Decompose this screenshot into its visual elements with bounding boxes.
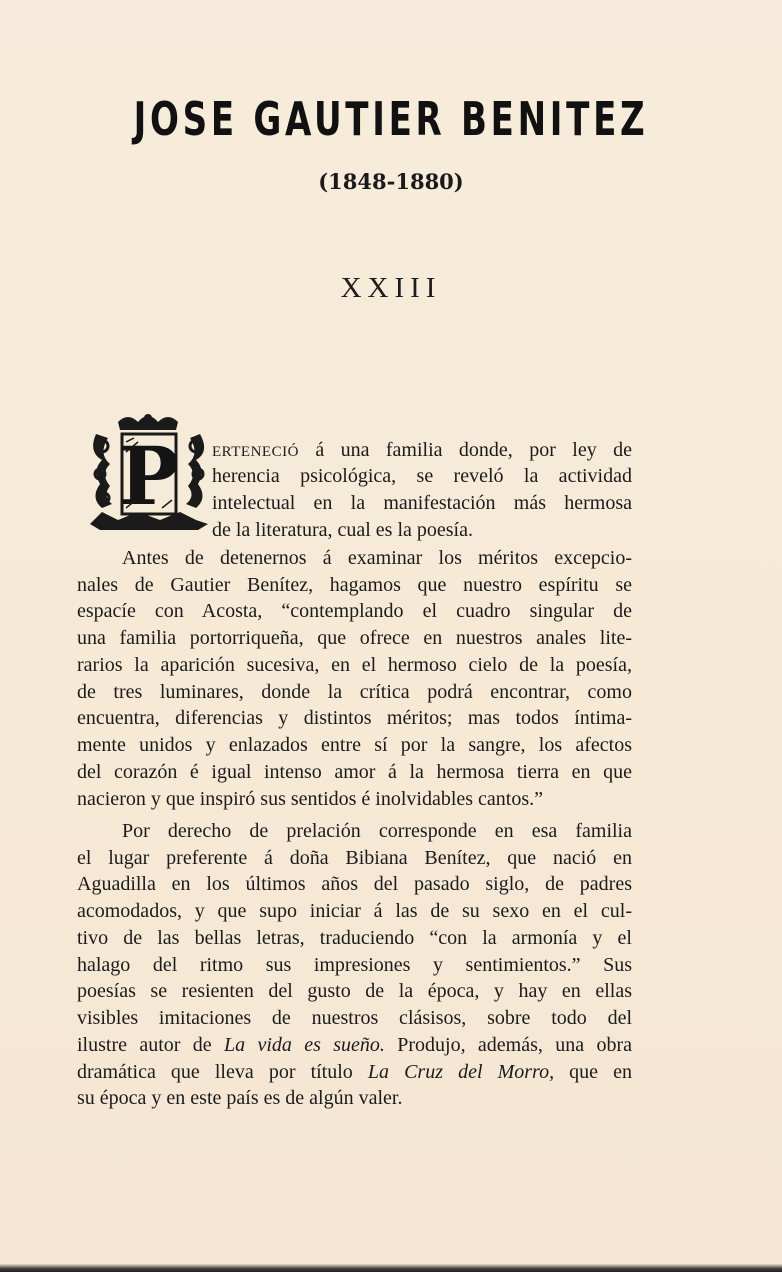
paragraph-1-line-2: herencia psicológica, se reveló la actividad	[212, 465, 632, 487]
paragraph-2-line: Antes de detenernos á examinar los méritos excepcio-	[122, 547, 632, 569]
paragraph-2-line: nacieron y que inspiró sus sentidos é inolvidables cantos.”	[77, 788, 544, 810]
life-dates: (1848-1880)	[318, 169, 464, 194]
paragraph-3-line: visibles imitaciones de nuestros clásisos, sobre todo del	[77, 1007, 632, 1029]
paragraph-2-line: de tres luminares, donde la crítica podrá encontrar, como	[77, 681, 632, 703]
paragraph-3-line: poesías se resienten del gusto de la época, y hay en ellas	[77, 980, 632, 1002]
paragraph-3-line: tivo de las bellas letras, traduciendo “con la armonía y el	[77, 927, 632, 949]
dropcap-letter: P	[118, 429, 180, 523]
lead-word-smallcaps: ERTENECIÓ	[212, 444, 299, 460]
paragraph-2-line: encuentra, diferencias y distintos méritos; mas todos íntima-	[77, 707, 632, 729]
text-run: dramática que lleva por título	[77, 1061, 368, 1083]
paragraph-3-line: su época y en este país es de algún valer.	[77, 1087, 403, 1109]
paragraph-1-line-3: intelectual en la manifestación más hermosa	[212, 492, 632, 514]
paragraph-1-line-4: de la literatura, cual es la poesía.	[212, 519, 473, 541]
page-bottom-edge	[0, 1264, 782, 1272]
paragraph-2-line: espacíe con Acosta, “contemplando el cuadro singular de	[77, 600, 632, 622]
text-run: Produjo, además, una obra	[384, 1034, 632, 1056]
page-title: JOSE GAUTIER BENITEZ	[133, 92, 649, 146]
work-title-la-cruz-del-morro: La Cruz del Morro,	[367, 1061, 555, 1083]
paragraph-3-line-with-title	[77, 1032, 632, 1058]
paragraph-2-line: del corazón é igual intenso amor á la hermosa tierra en que	[77, 761, 632, 783]
paragraph-2-line: rarios la aparición sucesiva, en el hermoso cielo de la poesía,	[77, 654, 632, 676]
paragraph-2-line: mente unidos y enlazados entre sí por la sangre, los afectos	[77, 734, 632, 756]
work-title-la-vida-es-sueno: La vida es sueño.	[223, 1034, 385, 1056]
paragraph-1-line-1	[212, 437, 632, 463]
paragraph-3-line: Aguadilla en los últimos años del pasado siglo, de padres	[77, 873, 632, 895]
paragraph-3-line: acomodados, y que supo iniciar á las de su sexo en el cul-	[77, 900, 632, 922]
paragraph-3-line: halago del ritmo sus impresiones y sentimientos.” Sus	[77, 954, 632, 976]
paragraph-2-line: una familia portorriqueña, que ofrece en nuestros anales lite-	[77, 627, 632, 649]
chapter-number: XXIII	[340, 272, 442, 304]
paragraph-3-line: el lugar preferente á doña Bibiana Benítez, que nació en	[77, 847, 632, 869]
ornate-dropcap-icon	[88, 412, 210, 532]
paragraph-3-line: Por derecho de prelación corresponde en esa familia	[122, 820, 632, 842]
paragraph-3-line-with-title	[77, 1059, 632, 1085]
text-run: que en	[554, 1061, 632, 1083]
paragraph-2-line: nales de Gautier Benítez, hagamos que nuestro espíritu se	[77, 574, 632, 596]
paragraph-1-line-1-rest: á una familia donde, por ley de	[298, 439, 632, 461]
text-run: ilustre autor de	[77, 1034, 224, 1056]
